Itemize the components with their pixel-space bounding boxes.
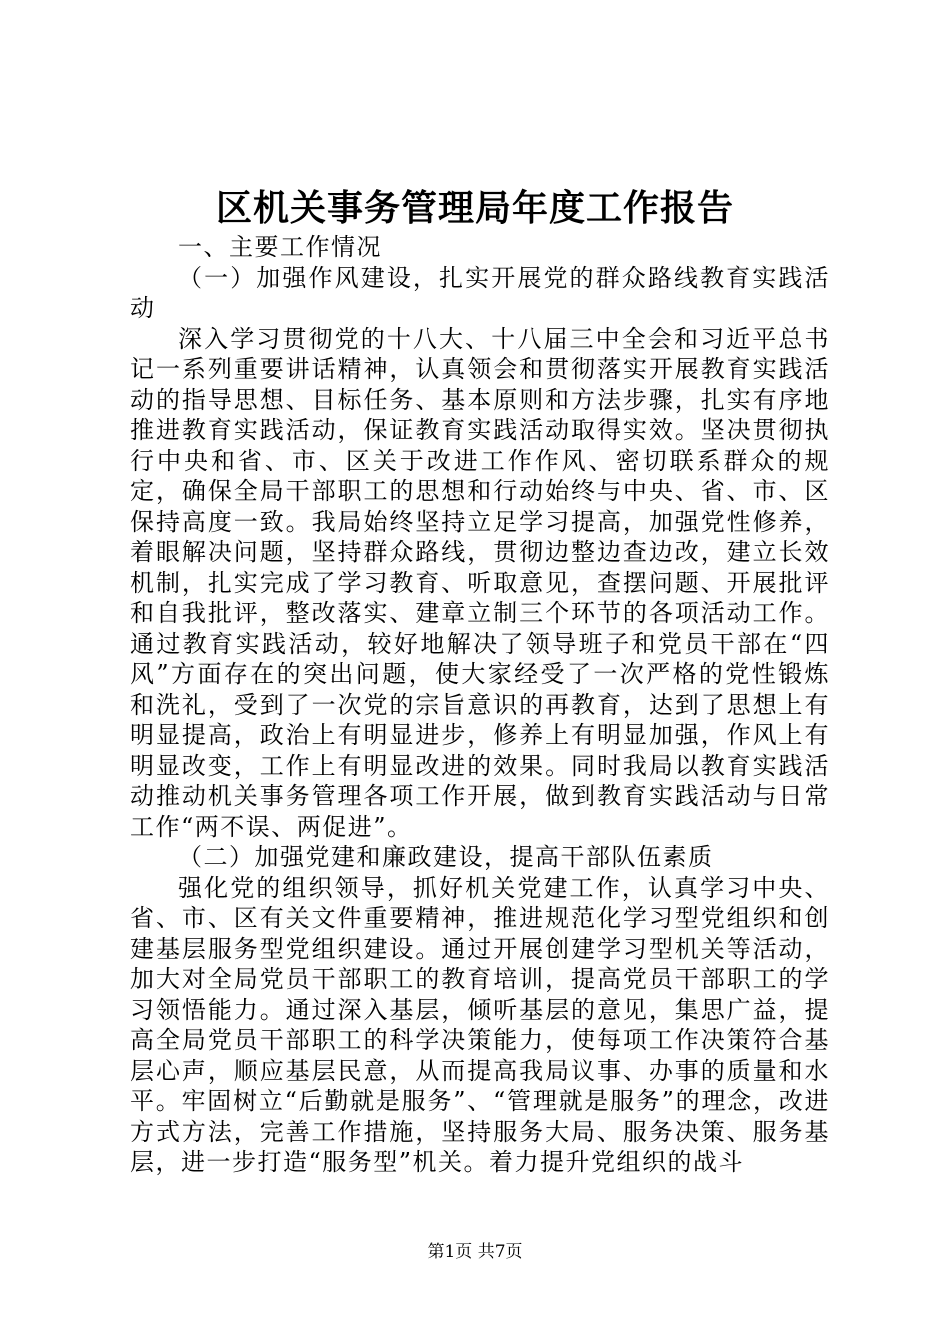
page-footer: 第1页 共7页 [427,1242,523,1262]
paragraph-2: 强化党的组织领导，抓好机关党建工作，认真学习中央、省、市、区有关文件重要精神，推进规范化学习型党组织和创建基层服务型党组织建设。通过开展创建学习型机关等活动，加大对全局党员干部职工的教育培训，提高党员干部职工的学习领悟能力。通过深入基层，倾听基层的意见，集思广益，提高全局党员干部职工的科学决策能力，使每项工作决策符合基层心声，顺应基层民意，从而提高我局议事、办事的质量和水平。牢固树立“后勤就是服务”、“管理就是服务”的理念，改进方式方法，完善工作措施，坚持服务大局、服务决策、服务基层，进一步打造“服务型”机关。着力提升党组织的战斗 [130,873,830,1176]
document-title: 区机关事务管理局年度工作报告 [215,187,734,229]
document-body [130,232,830,1178]
section-heading: 一、主要工作情况 [178,233,382,261]
subsection-heading-1: （一）加强作风建设，扎实开展党的群众路线教育实践活动 [130,263,830,322]
paragraph-1: 深入学习贯彻党的十八大、十八届三中全会和习近平总书记一系列重要讲话精神，认真领会和贯彻落实开展教育实践活动的指导思想、目标任务、基本原则和方法步骤，扎实有序地推进教育实践活动，保证教育实践活动取得实效。坚决贯彻执行中央和省、市、区关于改进工作作风、密切联系群众的规定，确保全局干部职工的思想和行动始终与中央、省、市、区保持高度一致。我局始终坚持立足学习提高，加强党性修养，着眼解决问题，坚持群众路线，贯彻边整边查边改，建立长效机制，扎实完成了学习教育、听取意见，查摆问题、开展批评和自我批评，整改落实、建章立制三个环节的各项活动工作。通过教育实践活动，较好地解决了领导班子和党员干部在“四风”方面存在的突出问题，使大家经受了一次严格的党性锻炼和洗礼，受到了一次党的宗旨意识的再教育，达到了思想上有明显提高，政治上有明显进步，修养上有明显加强，作风上有明显改变，工作上有明显改进的效果。同时我局以教育实践活动推动机关事务管理各项工作开展，做到教育实践活动与日常工作“两不误、两促进”。 [130,324,830,841]
subsection-heading-2: （二）加强党建和廉政建设，提高干部队伍素质 [178,843,714,871]
